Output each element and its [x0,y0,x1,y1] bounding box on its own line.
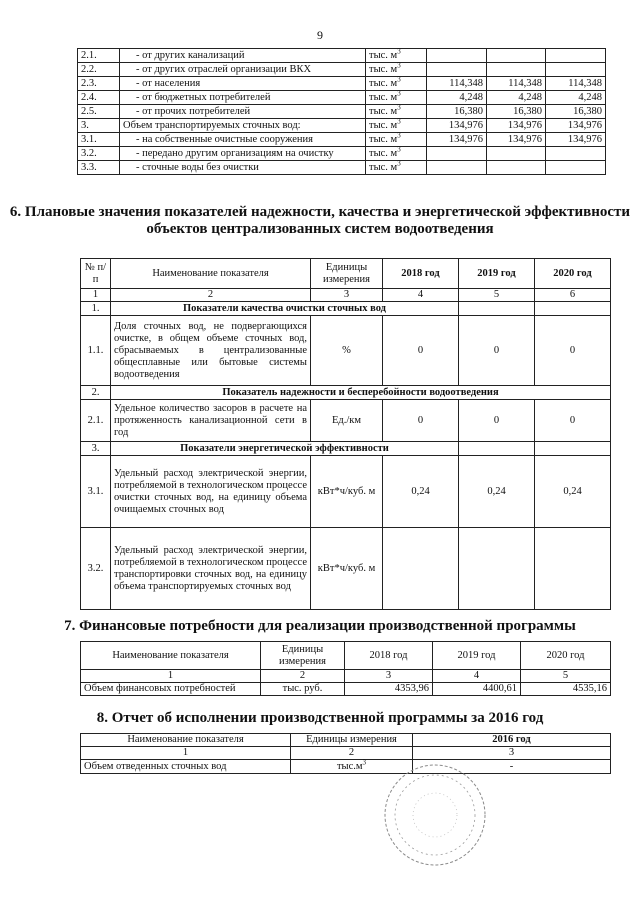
financial-row-unit: тыс. руб. [261,683,345,696]
value-2020 [535,528,611,610]
header-unit: Единицы измерения [291,734,413,747]
round-stamp [380,760,490,870]
value-2019: 16,380 [487,105,546,119]
indicator-name: Удельное количество засоров в расчете на протяженность канализационной сети в год [111,400,311,442]
col-number: 5 [459,289,535,302]
col-number: 2 [111,289,311,302]
row-num: 2.4. [78,91,120,105]
col-number: 2 [291,747,413,760]
row-unit: тыс. $м^3$ [366,49,427,63]
row-num: 3.2. [78,147,120,161]
header-2018: 2018 год [345,642,433,670]
section8-title: 8. Отчет об исполнении производственной программы за 2016 год [96,710,544,726]
row-unit: тыс. $м^3$ [366,161,427,175]
col-number: 4 [383,289,459,302]
value-2019: 114,348 [487,77,546,91]
value-2020: 0,24 [535,456,611,528]
value-2018: 16,380 [427,105,487,119]
group-num: 1. [81,302,111,316]
table-row [78,133,606,147]
row-name: - передано другим организациям на очистку [120,147,366,161]
row-name: - от прочих потребителей [120,105,366,119]
report-row-name: Объем отведенных сточных вод [81,760,291,774]
header-name: Наименование показателя [81,734,291,747]
col-number: 2 [261,670,345,683]
value-2020: 0 [535,316,611,386]
row-unit: тыс. $м^3$ [366,77,427,91]
row-num: 3.1. [81,456,111,528]
value-2018: 0 [383,316,459,386]
col-number: 3 [311,289,383,302]
value-2019: 0 [459,316,535,386]
page-number: 9 [317,28,323,42]
value-2020 [546,161,606,175]
header-2016: 2016 год [413,734,611,747]
col-number: 4 [433,670,521,683]
report-row-unit: $тыс.м^3$ [291,760,413,774]
header-2019: 2019 год [433,642,521,670]
value-2019 [487,63,546,77]
row-unit: тыс. $м^3$ [366,91,427,105]
row-num: 1.1. [81,316,111,386]
value-2018: 0,24 [383,456,459,528]
value-2019 [459,528,535,610]
value-2019 [487,161,546,175]
header-2018: 2018 год [383,259,459,289]
value-2019: 4400,61 [433,683,521,696]
group-title: Показатели качества очистки сточных вод [111,302,459,316]
table-row [78,77,606,91]
row-num: 3.1. [78,133,120,147]
row-name: - на собственные очистные сооружения [120,133,366,147]
reliability-indicators-table [80,258,611,610]
value-2018: 134,976 [427,133,487,147]
table-row [78,147,606,161]
row-name: - от других отраслей организации ВКХ [120,63,366,77]
value-2018: 4353,96 [345,683,433,696]
group-num: 2. [81,386,111,400]
value-2020: 134,976 [546,119,606,133]
group-num: 3. [81,442,111,456]
indicator-unit: Ед./км [311,400,383,442]
col-number: 3 [413,747,611,760]
row-name: Объем транспортируемых сточных вод: [120,119,366,133]
row-name: - от других канализаций [120,49,366,63]
value-2019 [487,147,546,161]
financial-row-name: Объем финансовых потребностей [81,683,261,696]
row-num: 3.2. [81,528,111,610]
transport-volume-table [77,48,606,175]
header-2020: 2020 год [521,642,611,670]
value-2018 [427,63,487,77]
value-2019: 4,248 [487,91,546,105]
value-2018: 114,348 [427,77,487,91]
row-name: - сточные воды без очистки [120,161,366,175]
value-2018: 0 [383,400,459,442]
value-2019 [487,49,546,63]
col-number: 1 [81,747,291,760]
indicator-name: Удельный расход электрической энергии, потребляемой в технологическом процессе очистки сточных вод, на единицу объема очищаемых сточных вод [111,456,311,528]
value-2018: 134,976 [427,119,487,133]
row-num: 2.1. [81,400,111,442]
header-2020: 2020 год [535,259,611,289]
row-unit: тыс. $м^3$ [366,147,427,161]
header-name: Наименование показателя [111,259,311,289]
row-unit: тыс. $м^3$ [366,133,427,147]
table-row [78,119,606,133]
value-2020 [546,63,606,77]
header-name: Наименование показателя [81,642,261,670]
value-2019: 134,976 [487,133,546,147]
value-2018: 4,248 [427,91,487,105]
col-number: 1 [81,670,261,683]
col-number: 3 [345,670,433,683]
header-unit: Единицы измерения [261,642,345,670]
financial-needs-table [80,641,611,696]
table-row [78,49,606,63]
col-number: 6 [535,289,611,302]
header-2019: 2019 год [459,259,535,289]
section6-title: 6. Плановые значения показателей надежности, качества и энергетической эффективности объектов централизованных систем водоотведения [9,204,631,237]
col-number: 5 [521,670,611,683]
value-2020: 0 [535,400,611,442]
value-2018 [427,147,487,161]
indicator-name: Удельный расход электрической энергии, потребляемой в технологическом процессе транспортировки сточных вод, на единицу объема транспортируемых сточных вод [111,528,311,610]
indicator-unit: % [311,316,383,386]
header-unit: Единицы измерения [311,259,383,289]
row-unit: тыс. $м^3$ [366,119,427,133]
value-2020: 4535,16 [521,683,611,696]
value-2019: 134,976 [487,119,546,133]
value-2020: 114,348 [546,77,606,91]
row-unit: тыс. $м^3$ [366,63,427,77]
indicator-unit: кВт*ч/куб. м [311,528,383,610]
value-2018 [383,528,459,610]
value-2020: 4,248 [546,91,606,105]
value-2020 [546,147,606,161]
col-number: 1 [81,289,111,302]
section7-title: 7. Финансовые потребности для реализации производственной программы [64,618,576,634]
row-num: 2.1. [78,49,120,63]
row-num: 2.3. [78,77,120,91]
table-row [78,91,606,105]
row-num: 3.3. [78,161,120,175]
value-2016: - [413,760,611,774]
value-2019: 0 [459,400,535,442]
value-2020 [546,49,606,63]
row-num: 3. [78,119,120,133]
group-title: Показатели энергетической эффективности [111,442,459,456]
table-row [78,161,606,175]
row-num: 2.2. [78,63,120,77]
table-row [78,63,606,77]
value-2018 [427,161,487,175]
group-title: Показатель надежности и бесперебойности водоотведения [111,386,611,400]
row-name: - от населения [120,77,366,91]
row-name: - от бюджетных потребителей [120,91,366,105]
value-2019: 0,24 [459,456,535,528]
indicator-unit: кВт*ч/куб. м [311,456,383,528]
indicator-name: Доля сточных вод, не подвергающихся очистке, в общем объеме сточных вод, сбрасываемых в централизованные общесплавные или бытовые системы водоотведения [111,316,311,386]
row-unit: тыс. $м^3$ [366,105,427,119]
value-2020: 134,976 [546,133,606,147]
header-num: № п/п [81,259,111,289]
table-row [78,105,606,119]
execution-report-table [80,733,611,774]
value-2020: 16,380 [546,105,606,119]
row-num: 2.5. [78,105,120,119]
value-2018 [427,49,487,63]
